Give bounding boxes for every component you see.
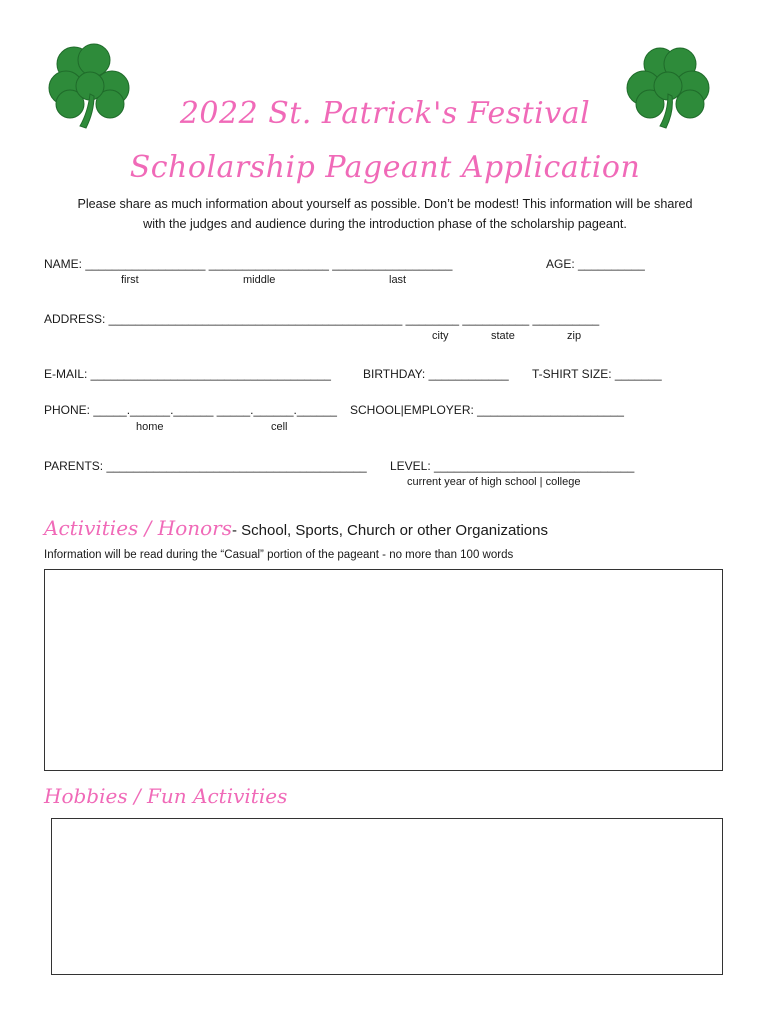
intro-line-2: with the judges and audience during the introduction phase of the scholarship pageant. bbox=[143, 217, 627, 231]
phone-home-label: home bbox=[136, 421, 164, 433]
birthday-field[interactable]: BIRTHDAY: ____________ bbox=[363, 367, 509, 381]
parents-field[interactable]: PARENTS: _______________________________________ bbox=[44, 459, 367, 473]
school-employer-field[interactable]: SCHOOL|EMPLOYER: ______________________ bbox=[350, 403, 624, 417]
name-last-label: last bbox=[389, 274, 407, 286]
hobbies-textbox[interactable] bbox=[51, 818, 723, 975]
address-zip-label: zip bbox=[567, 330, 582, 342]
tshirt-field[interactable]: T-SHIRT SIZE: _______ bbox=[532, 367, 662, 381]
activities-subtitle: - School, Sports, Church or other Organizations bbox=[232, 522, 548, 539]
intro-line-1: Please share as much information about yourself as possible. Don’t be modest! This information will be shared bbox=[77, 197, 693, 211]
activities-title: Activities / Honors bbox=[44, 516, 232, 540]
title-line-1: 2022 St. Patrick's Festival bbox=[179, 96, 591, 131]
level-field[interactable]: LEVEL: ______________________________ bbox=[390, 459, 635, 473]
phone-field[interactable]: PHONE: _____.______.______ _____.______.______ bbox=[44, 403, 337, 417]
age-field[interactable]: AGE: __________ bbox=[546, 257, 645, 271]
name-first-label: first bbox=[121, 274, 139, 286]
level-sub-label: current year of high school | college bbox=[407, 476, 581, 488]
intro-text bbox=[40, 194, 730, 234]
address-field[interactable]: ADDRESS: ____________________________________________ ________ __________ __________ bbox=[44, 312, 600, 326]
address-city-label: city bbox=[432, 330, 449, 342]
activities-note: Information will be read during the “Casual” portion of the pageant - no more than 100 words bbox=[44, 549, 514, 561]
activities-textbox[interactable] bbox=[44, 569, 723, 771]
name-field[interactable]: NAME: __________________ __________________ __________________ bbox=[44, 257, 453, 271]
address-state-label: state bbox=[491, 330, 515, 342]
name-middle-label: middle bbox=[243, 274, 276, 286]
title-line-2: Scholarship Pageant Application bbox=[129, 150, 641, 185]
hobbies-title: Hobbies / Fun Activities bbox=[44, 784, 288, 808]
email-field[interactable]: E-MAIL: ____________________________________ bbox=[44, 367, 331, 381]
phone-cell-label: cell bbox=[271, 421, 288, 433]
